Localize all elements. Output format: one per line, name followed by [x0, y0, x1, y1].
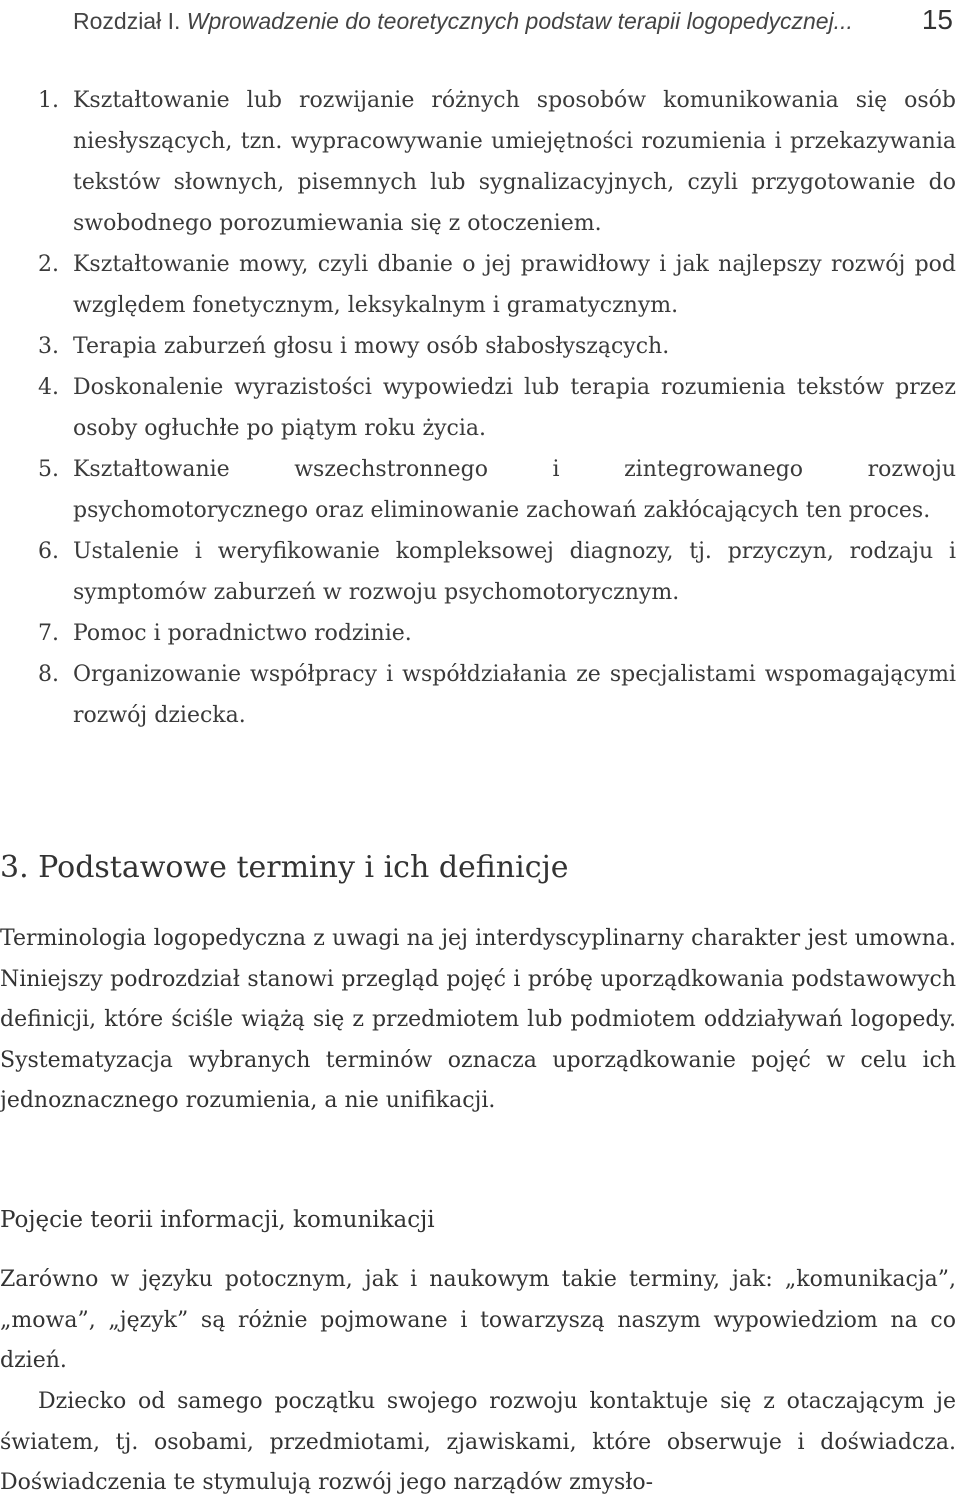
chapter-prefix: Rozdział I. — [73, 8, 181, 34]
list-number: 6. — [38, 539, 59, 564]
section-heading: 3. Podstawowe terminy i ich definicje — [0, 850, 569, 885]
list-item-text: Doskonalenie wyrazistości wypowiedzi lub terapia rozumienia tekstów przez osoby ogłuchłe po piątym roku życia. — [73, 375, 956, 441]
list-item-text: Pomoc i poradnictwo rodzinie. — [73, 621, 412, 646]
section-paragraph: Terminologia logopedyczna z uwagi na jej interdyscyplinarny charakter jest umowna. Niniejszy podrozdział stanowi przegląd pojęć i próbę uporządkowania podstawowych definicji, które ściśle wiążą się z przedmiotem lub podmiotem oddziaływań logopedy. Systematyzacja wybranych terminów oznacza uporządkowanie pojęć w celu ich jednoznacznego rozumienia, a nie unifikacji. — [0, 926, 956, 1113]
list-item-text: Kształtowanie lub rozwijanie różnych sposobów komunikowania się osób niesłyszących, tzn. wypracowywanie umiejętności rozumienia i przekazywania tekstów słownych, pisemnych lub sygnalizacyjnych, czyli przygotowanie do swobodnego porozumiewania się z otoczeniem. — [73, 88, 956, 236]
list-number: 7. — [38, 621, 59, 646]
list-number: 3. — [38, 334, 59, 359]
list-number: 5. — [38, 457, 59, 482]
list-item-text: Kształtowanie mowy, czyli dbanie o jej prawidłowy i jak najlepszy rozwój pod względem fonetycznym, leksykalnym i gramatycznym. — [73, 252, 956, 318]
chapter-title — [73, 8, 853, 35]
list-number: 8. — [38, 662, 59, 687]
list-item — [38, 449, 956, 531]
page-number: 15 — [921, 4, 953, 35]
list-item — [38, 80, 956, 244]
list-item — [38, 367, 956, 449]
goals-list — [38, 80, 956, 736]
chapter-title-text: Wprowadzenie do teoretycznych podstaw terapii logopedycznej... — [180, 8, 853, 34]
paragraph-2: Zarówno w języku potocznym, jak i naukowym takie terminy, jak: „komunikacja”, „mowa”, „język” są różnie pojmowane i towarzyszą naszym wypowiedziom na co dzień. — [0, 1267, 956, 1373]
list-item-text: Kształtowanie wszechstronnego i zintegrowanego rozwoju psychomotorycznego oraz eliminowanie zachowań zakłócających ten proces. — [73, 457, 956, 523]
list-item — [38, 531, 956, 613]
paragraph-3: Dziecko od samego początku swojego rozwoju kontaktuje się z otaczającym je światem, tj. osobami, przedmiotami, zjawiskami, które obserwuje i doświadcza. Doświadczenia te stymulują rozwój jego narządów zmysło- — [0, 1389, 956, 1495]
list-number: 1. — [38, 88, 59, 113]
list-number: 2. — [38, 252, 59, 277]
list-item-text: Terapia zaburzeń głosu i mowy osób słabosłyszących. — [73, 334, 670, 359]
list-item-text: Ustalenie i weryfikowanie kompleksowej diagnozy, tj. przyczyn, rodzaju i symptomów zaburzeń w rozwoju psychomotorycznym. — [73, 539, 956, 605]
list-item — [38, 613, 956, 654]
list-number: 4. — [38, 375, 59, 400]
running-header — [73, 4, 953, 38]
list-item — [38, 326, 956, 367]
list-item — [38, 654, 956, 736]
subheading: Pojęcie teorii informacji, komunikacji — [0, 1207, 435, 1233]
list-item-text: Organizowanie współpracy i współdziałania ze specjalistami wspomagającymi rozwój dziecka. — [73, 662, 956, 728]
list-item — [38, 244, 956, 326]
